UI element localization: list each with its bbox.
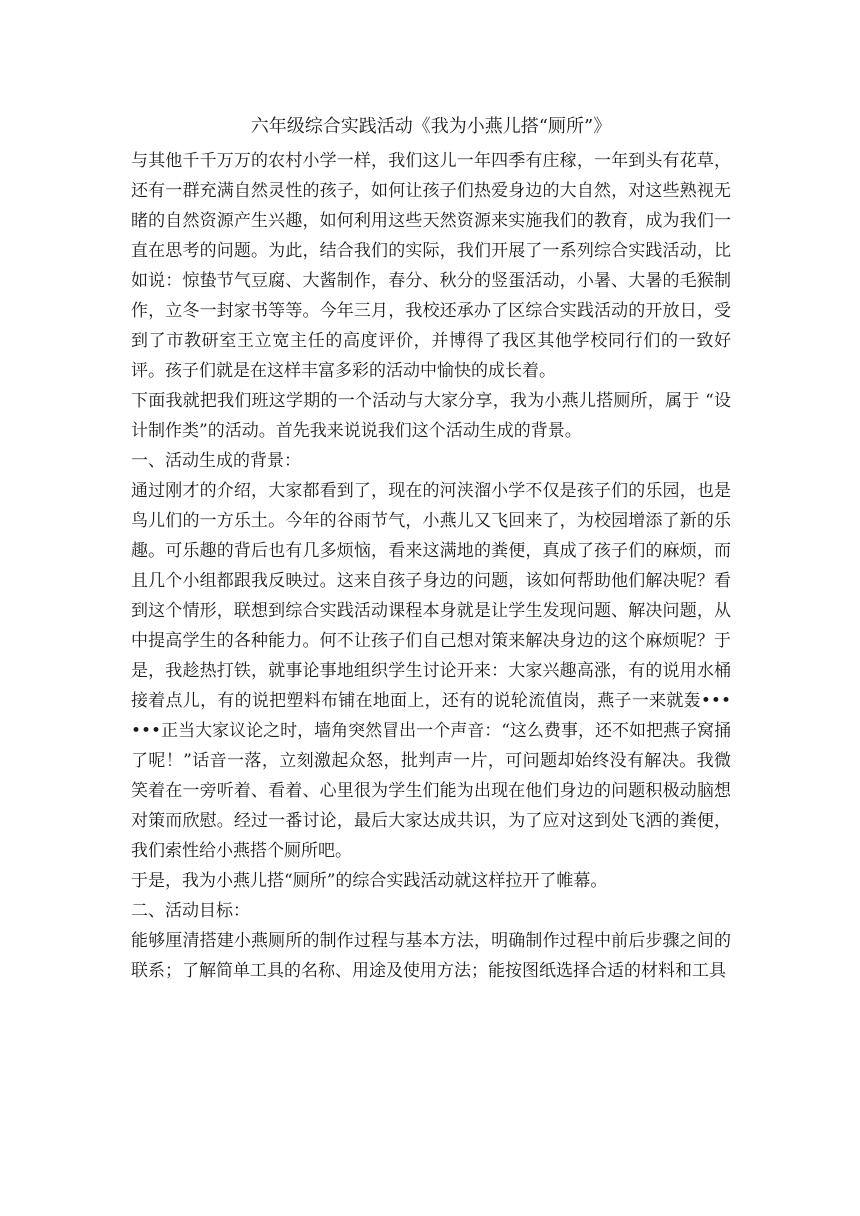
document-body bbox=[131, 111, 731, 986]
document-title: 六年级综合实践活动《我为小燕儿搭“厕所”》 bbox=[250, 116, 612, 137]
paragraph-share: 下面我就把我们班这学期的一个活动与大家分享，我为小燕儿搭厕所，属于 “设计制作类”的活动。首先我来说说我们这个活动生成的背景。 bbox=[131, 391, 731, 441]
section-heading-goals: 二、活动目标： bbox=[131, 901, 250, 921]
paragraph-curtain: 于是，我为小燕儿搭“厕所”的综合实践活动就这样拉开了帷幕。 bbox=[131, 871, 608, 891]
paragraph-goals: 能够厘清搭建小燕厕所的制作过程与基本方法，明确制作过程中前后步骤之间的联系；了解简单工具的名称、用途及使用方法；能按图纸选择合适的材料和工具 bbox=[131, 931, 731, 981]
paragraph-background: 通过刚才的介绍，大家都看到了，现在的河浃溜小学不仅是孩子们的乐园，也是鸟儿们的一方乐土。今年的谷雨节气，小燕儿又飞回来了，为校园增添了新的乐趣。可乐趣的背后也有几多烦恼，看来这满地的粪便，真成了孩子们的麻烦，而且几个小组都跟我反映过。这来自孩子身边的问题，该如何帮助他们解决呢？看到这个情形，联想到综合实践活动课程本身就是让学生发现问题、解决问题，从中提高学生的各种能力。何不让孩子们自己想对策来解决身边的这个麻烦呢？于是，我趁热打铁，就事论事地组织学生讨论开来：大家兴趣高涨，有的说用水桶接着点儿，有的说把塑料布铺在地面上，还有的说轮流值岗，燕子一来就轰••••••正当大家议论之时，墙角突然冒出一个声音：“这么费事，还不如把燕子窝捅了呢！”话音一落，立刻激起众怒，批判声一片，可问题却始终没有解决。我微笑着在一旁听着、看着、心里很为学生们能为出现在他们身边的问题积极动脑想对策而欣慰。经过一番讨论，最后大家达成共识，为了应对这到处飞洒的粪便，我们索性给小燕搭个厕所吧。 bbox=[131, 481, 731, 861]
section-heading-background: 一、活动生成的背景： bbox=[131, 451, 301, 471]
paragraph-intro: 与其他千千万万的农村小学一样，我们这儿一年四季有庄稼，一年到头有花草，还有一群充满自然灵性的孩子，如何让孩子们热爱身边的大自然，对这些熟视无睹的自然资源产生兴趣，如何利用这些天然资源来实施我们的教育，成为我们一直在思考的问题。为此，结合我们的实际，我们开展了一系列综合实践活动，比如说：惊蛰节气豆腐、大酱制作，春分、秋分的竖蛋活动，小暑、大暑的毛猴制作，立冬一封家书等等。今年三月，我校还承办了区综合实践活动的开放日，受到了市教研室王立宽主任的高度评价，并博得了我区其他学校同行们的一致好评。孩子们就是在这样丰富多彩的活动中愉快的成长着。 bbox=[131, 151, 731, 381]
